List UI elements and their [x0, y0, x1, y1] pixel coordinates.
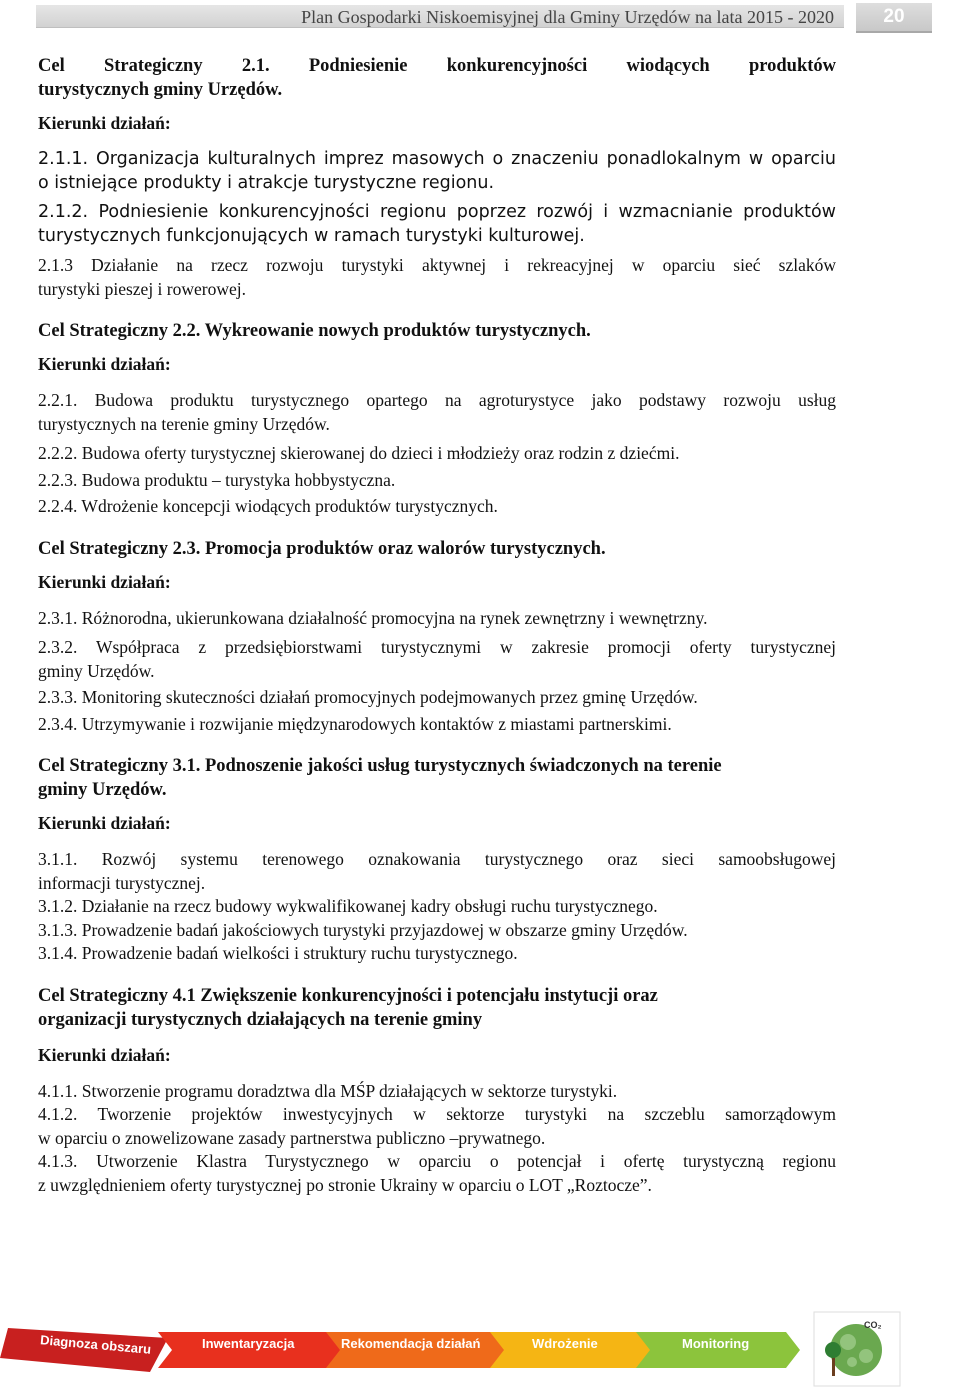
- action-item: 2.2.3. Budowa produktu – turystyka hobbystyczna.: [38, 469, 396, 490]
- goal-heading-cont: turystycznych gminy Urzędów.: [38, 80, 283, 100]
- action-item: 4.1.2. Tworzenie projektów inwestycyjnych w sektorze turystyki na szczeblu samorządowym: [38, 1104, 836, 1124]
- action-item: 2.1.3 Działanie na rzecz rozwoju turystyki aktywnej i rekreacyjnej w oparciu sieć szlaków: [38, 255, 836, 275]
- step-label: Rekomendacja działań: [341, 1336, 481, 1351]
- kierunki-label: Kierunki działań:: [38, 813, 171, 833]
- action-item: 4.1.3. Utworzenie Klastra Turystycznego w oparciu o potencjał i ofertę turystyczną regionu: [38, 1151, 836, 1171]
- action-item: 2.1.1. Organizacja kulturalnych imprez masowych o znaczeniu ponadlokalnym w oparciu: [38, 149, 836, 169]
- step-label: Diagnoza obszaru: [39, 1332, 152, 1357]
- goal-heading: Cel Strategiczny 4.1 Zwiększenie konkurencyjności i potencjału instytucji oraz: [38, 985, 658, 1006]
- goal-heading-cont: gminy Urzędów.: [38, 780, 167, 800]
- step-label: Wdrożenie: [532, 1336, 598, 1351]
- step-label: Inwentaryzacja: [202, 1336, 295, 1351]
- action-item-cont: informacji turystycznej.: [38, 872, 206, 893]
- page-number: 20: [856, 3, 932, 33]
- action-item-cont: o istniejące produkty i atrakcje turystyczne regionu.: [38, 172, 495, 193]
- goal-heading: Cel Strategiczny 3.1. Podnoszenie jakości usług turystycznych świadczonych na terenie: [38, 756, 722, 776]
- action-item: 2.2.2. Budowa oferty turystycznej skierowanej do dzieci i młodzieży oraz rodzin z dziećmi.: [38, 443, 680, 463]
- action-item: 2.3.4. Utrzymywanie i rozwijanie międzynarodowych kontaktów z miastami partnerskimi.: [38, 713, 672, 734]
- goal-heading-cont: organizacji turystycznych działających na terenie gminy: [38, 1009, 483, 1030]
- goal-heading: Cel Strategiczny 2.1. Podniesienie konkurencyjności wiodących produktów: [38, 56, 836, 76]
- action-item: 2.3.1. Różnorodna, ukierunkowana działalność promocyjna na rynek zewnętrzny i wewnętrzny.: [38, 607, 708, 628]
- action-item: 2.2.1. Budowa produktu turystycznego opartego na agroturystyce jako podstawy rozwoju usług: [38, 390, 836, 410]
- action-item-cont: turystyki pieszej i rowerowej.: [38, 278, 247, 299]
- document-title: Plan Gospodarki Niskoemisyjnej dla Gminy Urzędów na lata 2015 - 2020: [301, 7, 834, 27]
- kierunki-label: Kierunki działań:: [38, 571, 171, 592]
- action-item: 2.2.4. Wdrożenie koncepcji wiodących produktów turystycznych.: [38, 496, 498, 516]
- action-item: 4.1.1. Stworzenie programu doradztwa dla MŚP działających w sektorze turystyki.: [38, 1080, 618, 1101]
- logo-text: CO₂: [864, 1320, 882, 1330]
- goal-heading: Cel Strategiczny 2.3. Promocja produktów oraz walorów turystycznych.: [38, 538, 606, 559]
- header-bar: [36, 5, 844, 28]
- action-item-cont: gminy Urzędów.: [38, 660, 155, 681]
- action-item: 3.1.2. Działanie na rzecz budowy wykwalifikowanej kadry obsługi ruchu turystycznego.: [38, 896, 658, 916]
- kierunki-label: Kierunki działań:: [38, 113, 171, 133]
- action-item: 3.1.1. Rozwój systemu terenowego oznakowania turystycznego oraz sieci samoobsługowej: [38, 849, 836, 869]
- step-label: Monitoring: [682, 1336, 750, 1351]
- action-item-cont: turystycznych na terenie gminy Urzędów.: [38, 413, 330, 434]
- globe-tree-icon: [808, 1310, 903, 1390]
- action-item-cont: z uwzględnieniem oferty turystycznej po stronie Ukrainy w oparciu o LOT „Roztocze”.: [38, 1174, 652, 1195]
- action-item: 2.1.2. Podniesienie konkurencyjności regionu poprzez rozwój i wzmacnianie produktów: [38, 202, 836, 222]
- page-content: [38, 54, 836, 1197]
- action-item-cont: w oparciu o znowelizowane zasady partnerstwa publiczno –prywatnego.: [38, 1127, 546, 1148]
- kierunki-label: Kierunki działań:: [38, 354, 171, 374]
- action-item: 3.1.3. Prowadzenie badań jakościowych turystyki przyjazdowej w obszarze gminy Urzędów.: [38, 919, 688, 940]
- action-item: 3.1.4. Prowadzenie badań wielkości i struktury ruchu turystycznego.: [38, 943, 518, 963]
- goal-heading: Cel Strategiczny 2.2. Wykreowanie nowych produktów turystycznych.: [38, 321, 591, 341]
- action-item: 2.3.3. Monitoring skuteczności działań promocyjnych podejmowanych przez gminę Urzędów.: [38, 687, 698, 707]
- kierunki-label: Kierunki działań:: [38, 1044, 171, 1065]
- action-item-cont: turystycznych funkcjonujących w ramach turystyki kulturowej.: [38, 225, 585, 246]
- action-item: 2.3.2. Współpraca z przedsiębiorstwami turystycznymi w zakresie promocji oferty turystycznej: [38, 637, 836, 657]
- process-footer: [0, 1310, 960, 1390]
- co2-logo: [808, 1310, 903, 1390]
